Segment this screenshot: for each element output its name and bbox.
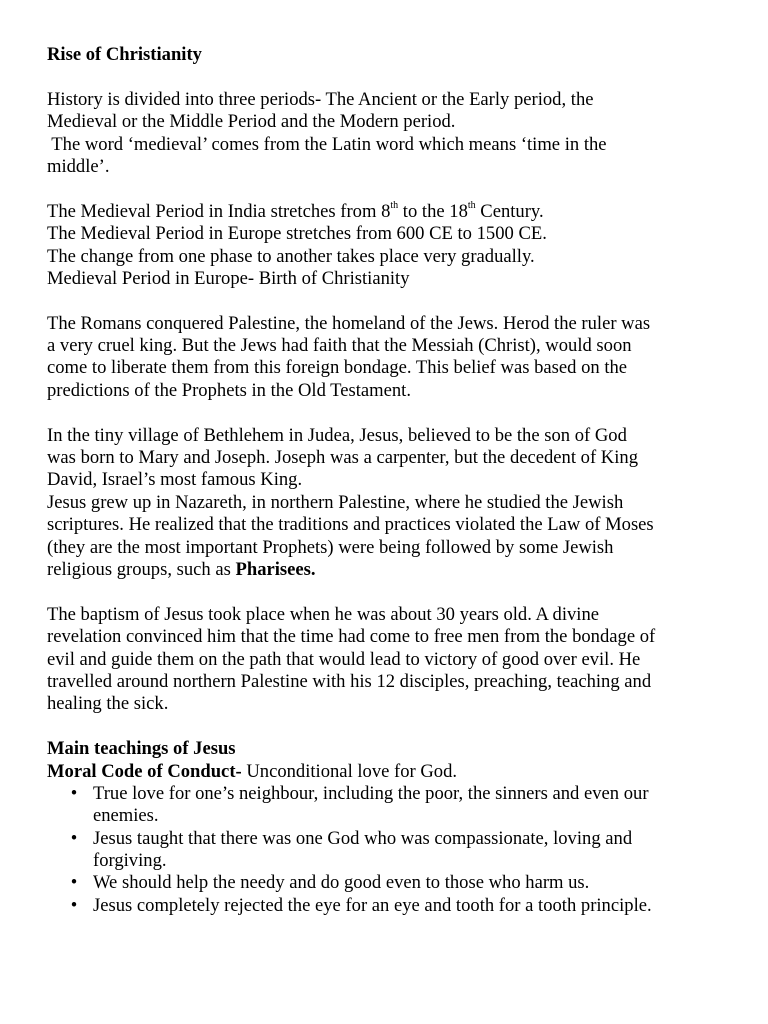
intro-paragraph bbox=[47, 89, 737, 179]
bethlehem-paragraph bbox=[47, 425, 737, 582]
baptism-line: revelation convinced him that the time had come to free men from the bondage of bbox=[47, 626, 656, 648]
bethlehem-line: David, Israel’s most famous King. bbox=[47, 469, 303, 491]
list-item bbox=[47, 872, 737, 894]
medieval-india-text: The Medieval Period in India stretches from 8 bbox=[47, 200, 391, 222]
bethlehem-line: scriptures. He realized that the traditions and practices violated the Law of Moses bbox=[47, 514, 654, 536]
baptism-line: travelled around northern Palestine with his 12 disciples, preaching, teaching and bbox=[47, 670, 652, 692]
list-item bbox=[47, 783, 737, 828]
bullet-icon: • bbox=[70, 872, 78, 894]
moral-code-text: Unconditional love for God. bbox=[241, 760, 458, 782]
medieval-india-text: Century. bbox=[475, 200, 544, 222]
romans-paragraph bbox=[47, 313, 737, 403]
bullet-icon: • bbox=[70, 782, 78, 804]
baptism-line: evil and guide them on the path that would lead to victory of good over evil. He bbox=[47, 648, 641, 670]
medieval-india-text: to the 18 bbox=[398, 200, 468, 222]
moral-code-line bbox=[47, 761, 737, 783]
paragraph-gap bbox=[47, 716, 737, 738]
bethlehem-line: In the tiny village of Bethlehem in Judea, Jesus, believed to be the son of God bbox=[47, 424, 627, 446]
medieval-europe-line: The Medieval Period in Europe stretches from 600 CE to 1500 CE. bbox=[47, 223, 547, 245]
list-item bbox=[47, 828, 737, 873]
ordinal-suffix: th bbox=[390, 199, 399, 211]
teachings-heading: Main teachings of Jesus bbox=[47, 738, 236, 760]
baptism-paragraph bbox=[47, 604, 737, 716]
pharisees-term: Pharisees. bbox=[235, 558, 316, 580]
list-item-text: True love for one’s neighbour, including the poor, the sinners and even our bbox=[93, 782, 649, 804]
list-item-text: enemies. bbox=[93, 805, 159, 827]
paragraph-gap bbox=[47, 178, 737, 200]
medieval-india-line bbox=[47, 201, 737, 223]
bethlehem-line: was born to Mary and Joseph. Joseph was a carpenter, but the decedent of King bbox=[47, 447, 638, 469]
romans-line: predictions of the Prophets in the Old Testament. bbox=[47, 379, 411, 401]
baptism-line: The baptism of Jesus took place when he was about 30 years old. A divine bbox=[47, 603, 600, 625]
bethlehem-line bbox=[47, 559, 737, 581]
list-item-text: forgiving. bbox=[93, 850, 167, 872]
document-page bbox=[47, 44, 737, 917]
baptism-line: healing the sick. bbox=[47, 693, 169, 715]
medieval-paragraph bbox=[47, 201, 737, 291]
bullet-icon: • bbox=[70, 827, 78, 849]
intro-line: middle’. bbox=[47, 155, 110, 177]
paragraph-gap bbox=[47, 581, 737, 603]
list-item-text: Jesus taught that there was one God who was compassionate, loving and bbox=[93, 827, 633, 849]
teachings-list bbox=[47, 783, 737, 917]
romans-line: come to liberate them from this foreign bondage. This belief was based on the bbox=[47, 357, 628, 379]
document-title: Rise of Christianity bbox=[47, 44, 202, 65]
ordinal-suffix: th bbox=[467, 199, 476, 211]
bethlehem-text: religious groups, such as bbox=[47, 558, 236, 580]
list-item-text: We should help the needy and do good even to those who harm us. bbox=[93, 872, 590, 894]
paragraph-gap bbox=[47, 66, 737, 88]
bethlehem-line: Jesus grew up in Nazareth, in northern Palestine, where he studied the Jewish bbox=[47, 491, 624, 513]
paragraph-gap bbox=[47, 402, 737, 424]
intro-line: Medieval or the Middle Period and the Modern period. bbox=[47, 111, 456, 133]
intro-line: History is divided into three periods- The Ancient or the Early period, the bbox=[47, 88, 594, 110]
medieval-change-line: The change from one phase to another takes place very gradually. bbox=[47, 245, 535, 267]
moral-code-label: Moral Code of Conduct- bbox=[47, 760, 242, 782]
bullet-icon: • bbox=[70, 894, 78, 916]
bethlehem-line: (they are the most important Prophets) were being followed by some Jewish bbox=[47, 536, 614, 558]
list-item-text: Jesus completely rejected the eye for an eye and tooth for a tooth principle. bbox=[93, 894, 652, 916]
romans-line: a very cruel king. But the Jews had faith that the Messiah (Christ), would soon bbox=[47, 335, 632, 357]
list-item bbox=[47, 895, 737, 917]
romans-line: The Romans conquered Palestine, the homeland of the Jews. Herod the ruler was bbox=[47, 312, 651, 334]
medieval-birth-line: Medieval Period in Europe- Birth of Christianity bbox=[47, 267, 410, 289]
teachings-section bbox=[47, 738, 737, 917]
paragraph-gap bbox=[47, 290, 737, 312]
intro-line: The word ‘medieval’ comes from the Latin word which means ‘time in the bbox=[47, 133, 607, 155]
